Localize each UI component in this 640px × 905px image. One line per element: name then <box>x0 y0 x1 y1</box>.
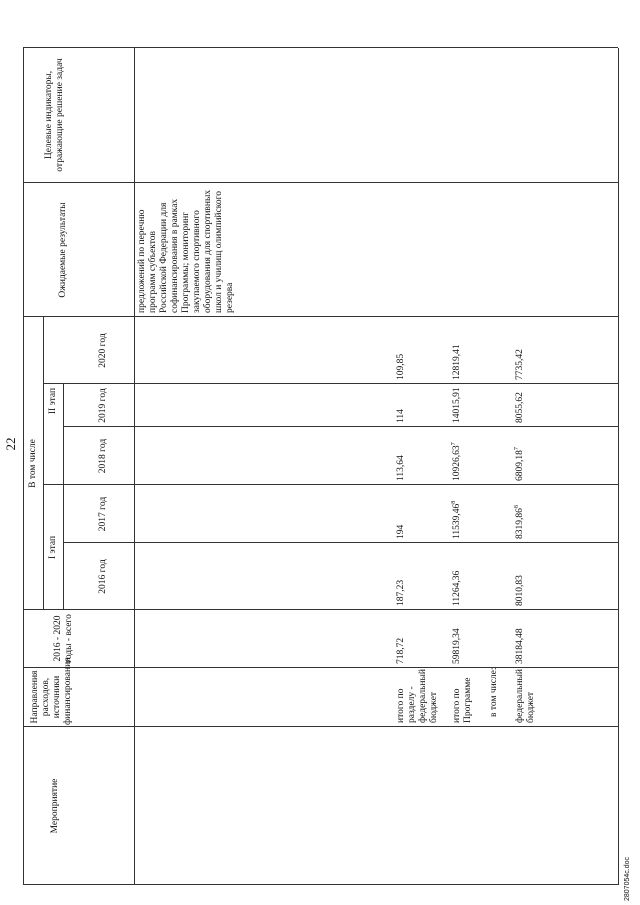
expected-results-text: предложений по перечню программ субъектов Российской Федерации для софинансирования в рамках Программы; мониторинг закупаемого спортивного оборудования для спортивных школ и училищ олимпийского резерва <box>137 189 235 313</box>
header-2016: 2016 год <box>98 559 108 594</box>
col-border-0 <box>23 884 618 885</box>
doc-code: 2807054с.doc <box>624 857 631 901</box>
col-border-8 <box>23 316 618 317</box>
stage-line <box>63 384 64 610</box>
row-federal-label: федеральный бюджет <box>515 669 536 723</box>
header-expected: Ожидаемые результаты <box>58 202 68 298</box>
including-line <box>43 317 44 610</box>
row-program-total-2019: 14015,91 <box>452 387 462 423</box>
row-section-total-2018: 113,64 <box>396 455 406 481</box>
row-section-total-2017: 194 <box>396 524 406 539</box>
col-border-4 <box>63 542 618 543</box>
table-top-border <box>23 48 24 885</box>
header-stage2: II этап <box>48 387 58 415</box>
row-section-total-2016: 187,23 <box>396 579 406 606</box>
row-section-total-2020: 109,85 <box>396 353 406 380</box>
row-program-total-sum: 59819,34 <box>452 628 462 664</box>
row-program-total-2020: 12819,41 <box>452 344 462 380</box>
header-including: В том числе <box>28 439 38 488</box>
row-federal-2017: 8319,86$^8$ <box>513 505 525 539</box>
row-program-total-2017: 11539,46$^8$ <box>450 500 462 539</box>
header-2017: 2017 год <box>98 496 108 532</box>
row-federal-sum: 38184,48 <box>515 628 525 664</box>
col-border-3 <box>23 609 618 610</box>
row-federal-2018: 6809,18$^7$ <box>513 447 525 481</box>
header-event: Мероприятие <box>50 778 60 834</box>
table-bottom-border <box>618 48 619 885</box>
header-total: 2016 - 2020 годы - всего <box>53 614 74 663</box>
row-section-total-2019: 114 <box>396 409 406 423</box>
header-stage1: I этап <box>48 535 58 560</box>
col-border-7 <box>43 383 618 384</box>
header-bottom-border <box>134 48 135 885</box>
row-program-total-2016: 11264,36 <box>452 570 462 606</box>
header-2020: 2020 год <box>98 333 108 368</box>
row-federal-2019: 8055,62 <box>515 392 525 423</box>
row-federal-2016: 8010,83 <box>515 575 525 606</box>
col-border-10 <box>23 47 618 48</box>
col-border-6 <box>63 426 618 427</box>
header-targets: Целевые индикаторы, отражающие решение задач <box>44 58 65 172</box>
row-federal-2020: 7735,42 <box>515 349 525 380</box>
row-section-total-sum: 718,72 <box>396 637 406 664</box>
header-2018: 2018 год <box>98 438 108 474</box>
page-number: 22 <box>3 437 18 451</box>
col-border-5 <box>43 484 618 485</box>
row-program-total-2018: 10926,63$^7$ <box>450 442 462 481</box>
header-2019: 2019 год <box>98 388 108 423</box>
col-border-9 <box>23 182 618 183</box>
col-border-1 <box>23 726 618 727</box>
col-border-2 <box>23 667 618 668</box>
row-including-label: в том числе: <box>489 667 499 717</box>
row-program-total-label: итого по Программе <box>452 677 473 723</box>
row-section-total-label: итого по разделу - федеральный бюджет <box>396 669 439 723</box>
header-directions: Направления расходов, источники финансирования <box>30 657 73 725</box>
